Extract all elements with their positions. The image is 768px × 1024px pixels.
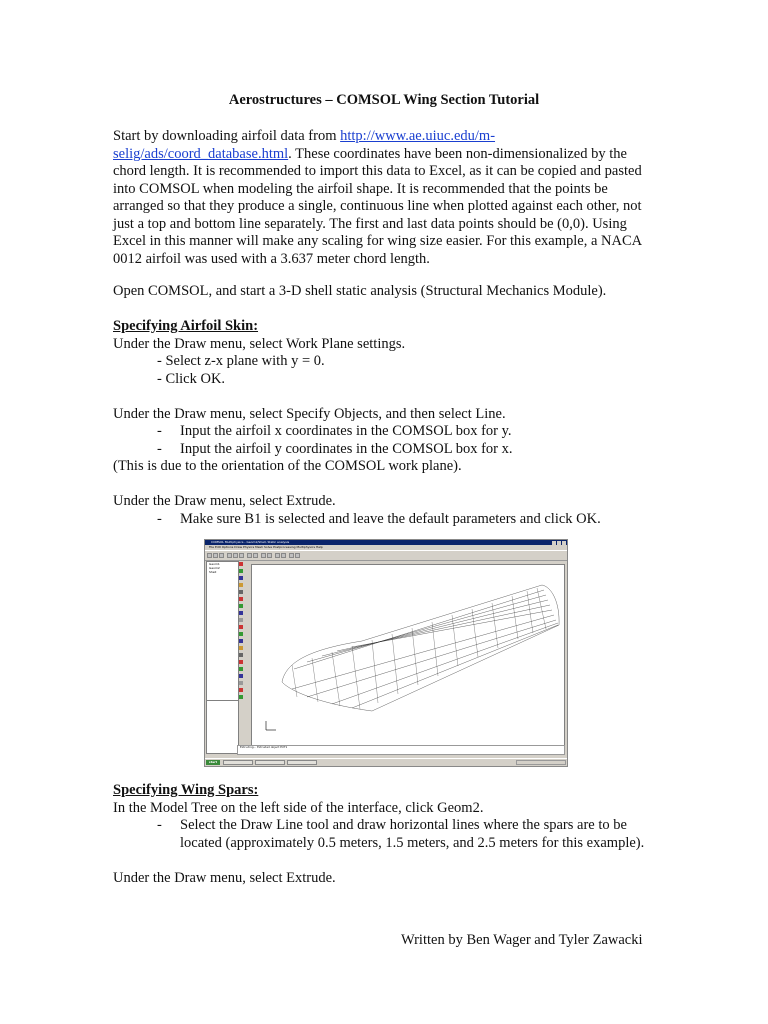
screenshot-menubar: File Edit Options Draw Physics Mesh Solve Postprocessing Multiphysics Help	[209, 545, 323, 549]
document-title: Aerostructures – COMSOL Wing Section Tutorial	[228, 92, 540, 108]
wing-spars-heading: Specifying Wing Spars:	[113, 782, 259, 798]
screenshot-toolbar	[205, 550, 567, 561]
screenshot-properties	[206, 700, 239, 754]
intro-lead: Start by downloading airfoil data from	[113, 128, 341, 144]
screenshot-draw-toolbar	[238, 561, 249, 696]
line-item: - Input the airfoil x coordinates in the COMSOL box for y.	[157, 423, 512, 439]
draw-line-item: - Select the Draw Line tool and draw horizontal lines where the spars are to be located (approximately 0.5 meters, 1.5 meters, and 2.5 meters for this example).	[157, 817, 645, 851]
spars-extrude-instruction: Under the Draw menu, select Extrude.	[113, 869, 336, 886]
specify-objects-instruction: Under the Draw menu, select Specify Objects, and then select Line.	[113, 405, 506, 422]
work-plane-item: - Click OK.	[157, 370, 226, 387]
screenshot-model-tree: Geom1 Geom2 Shell	[206, 561, 239, 753]
airfoil-database-link[interactable]: http://www.ae.uiuc.edu/m-selig/ads/coord_database.html	[113, 128, 496, 162]
screenshot-titlebar: COMSOL Multiphysics - Geom1/Shell, Static analysis	[205, 540, 567, 545]
extrude-item: - Make sure B1 is selected and leave the default parameters and click OK.	[157, 510, 601, 527]
work-plane-item: - Select z-x plane with y = 0.	[157, 353, 325, 369]
airfoil-skin-section	[113, 318, 661, 528]
screenshot-command-line: Extruding... Extruded object EXT1	[237, 745, 565, 755]
intro-paragraph	[113, 128, 661, 268]
orientation-note: (This is due to the orientation of the COMSOL work plane).	[113, 458, 462, 474]
airfoil-skin-heading: Specifying Airfoil Skin:	[113, 318, 259, 334]
open-comsol-paragraph	[113, 283, 661, 301]
screenshot-taskbar	[205, 758, 567, 766]
intro-rest: . These coordinates have been non-dimensionalized by the chord length. It is recommended to import this data to Excel, as it can be copied and pasted into COMSOL when modeling the airfoil shape. It is recommended that the points be arranged so that they produce a single, continuous line when plotted against each other, not just a top and bottom line separately. The first and last data points should be (0,0). Using Excel in this manner will make any scaling for wing size easier. For this example, a NACA 0012 airfoil was used with a 3.637 meter chord length.	[113, 145, 642, 267]
line-item: - Input the airfoil y coordinates in the COMSOL box for x.	[157, 440, 513, 457]
model-tree-instruction: In the Model Tree on the left side of the interface, click Geom2.	[113, 799, 484, 816]
author-footer: Written by Ben Wager and Tyler Zawacki	[401, 932, 643, 948]
extrude-instruction: Under the Draw menu, select Extrude.	[113, 493, 336, 509]
comsol-screenshot	[204, 539, 568, 767]
work-plane-instruction: Under the Draw menu, select Work Plane settings.	[113, 335, 406, 352]
start-button: start	[206, 760, 220, 765]
screenshot-geometry-canvas	[251, 564, 565, 746]
open-step: Open COMSOL, and start a 3-D shell static analysis (Structural Mechanics Module).	[113, 283, 607, 299]
extruded-wing-drawing	[252, 565, 564, 745]
wing-spars-section	[113, 782, 661, 887]
